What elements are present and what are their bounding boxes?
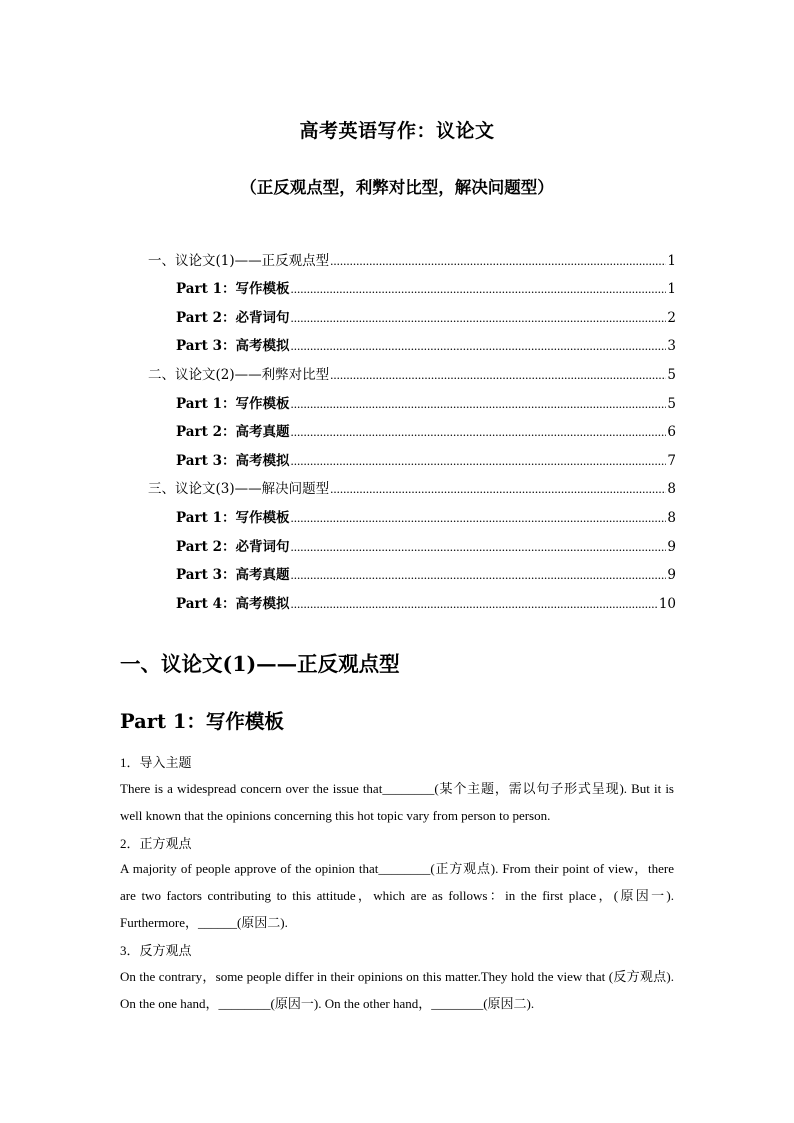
toc-page-number: 3 [667, 338, 676, 355]
paragraph: On the contrary，some people differ in their opinions on this matter.They hold the view that (反方观点). On the one hand，________(原因一). On the other hand，________(原因二). [120, 969, 674, 1011]
toc-entry-label: Part 1：写作模板 [176, 509, 290, 526]
toc-page-number: 9 [667, 538, 676, 555]
toc-page-number: 5 [667, 366, 676, 383]
subsection-heading: 2．正方观点 [120, 836, 192, 851]
toc-entry-label: Part 3：高考模拟 [176, 338, 290, 355]
toc-entry[interactable] [148, 326, 676, 355]
toc-entry-label: Part 2：必背词句 [176, 538, 290, 555]
toc-leader-dots [290, 453, 666, 469]
toc-page-number: 6 [667, 424, 676, 441]
toc-page-number: 8 [667, 509, 676, 526]
toc-entry-label: Part 2：必背词句 [176, 309, 290, 326]
toc-entry-label: Part 2：高考真题 [176, 424, 290, 441]
toc-entry[interactable] [148, 383, 676, 412]
toc-entry[interactable] [148, 412, 676, 441]
toc-leader-dots [290, 567, 666, 583]
toc-entry[interactable] [148, 555, 676, 584]
toc-entry[interactable] [148, 469, 676, 498]
toc-page-number: 10 [658, 595, 676, 612]
toc-leader-dots [290, 510, 666, 526]
toc-entry-label: 三、议论文(3)——解决问题型 [148, 481, 330, 498]
toc-leader-dots [330, 367, 666, 383]
toc-entry-label: 二、议论文(2)——利弊对比型 [148, 366, 330, 383]
toc-leader-dots [330, 481, 666, 497]
toc-entry[interactable] [148, 497, 676, 526]
toc-leader-dots [290, 281, 666, 297]
subsection-heading: 1．导入主题 [120, 755, 192, 770]
toc-entry[interactable] [148, 354, 676, 383]
toc-entry[interactable] [148, 440, 676, 469]
document-subtitle: （正反观点型，利弊对比型，解决问题型） [240, 178, 554, 197]
toc-entry-label: Part 1：写作模板 [176, 281, 290, 298]
toc-entry[interactable] [148, 583, 676, 612]
toc-page-number: 1 [667, 281, 676, 298]
toc-leader-dots [290, 596, 657, 612]
toc-page-number: 5 [667, 395, 676, 412]
toc-entry-label: Part 3：高考真题 [176, 567, 290, 584]
toc-leader-dots [290, 310, 666, 326]
paragraph: There is a widespread concern over the issue that________(某个主题，需以句子形式呈现). But it is well known that the opinions concerning this hot topic vary from person to person. [120, 781, 674, 823]
toc-entry[interactable] [148, 240, 676, 269]
toc-entry-label: Part 3：高考模拟 [176, 452, 290, 469]
toc-page-number: 1 [667, 252, 676, 269]
toc-page-number: 7 [667, 452, 676, 469]
toc-page-number: 2 [667, 309, 676, 326]
part-heading: Part 1：写作模板 [120, 710, 284, 733]
toc-page-number: 8 [667, 481, 676, 498]
table-of-contents [148, 240, 676, 612]
subsection-heading: 3．反方观点 [120, 943, 192, 958]
toc-entry-label: 一、议论文(1)——正反观点型 [148, 252, 330, 269]
toc-leader-dots [290, 396, 666, 412]
toc-entry[interactable] [148, 526, 676, 555]
toc-entry[interactable] [148, 297, 676, 326]
toc-entry[interactable] [148, 269, 676, 298]
section-heading: 一、议论文(1)——正反观点型 [120, 652, 400, 676]
toc-leader-dots [290, 539, 666, 555]
toc-entry-label: Part 4：高考模拟 [176, 595, 290, 612]
document-title: 高考英语写作：议论文 [299, 120, 495, 142]
toc-leader-dots [290, 338, 666, 354]
paragraph: A majority of people approve of the opinion that________(正方观点). From their point of view，there are two factors contributing to this attitude，which are as follows：in the first place，(原因一). Furthermore，______(原因二). [120, 861, 674, 930]
toc-entry-label: Part 1：写作模板 [176, 395, 290, 412]
toc-page-number: 9 [667, 567, 676, 584]
toc-leader-dots [290, 424, 666, 440]
toc-leader-dots [330, 253, 666, 269]
